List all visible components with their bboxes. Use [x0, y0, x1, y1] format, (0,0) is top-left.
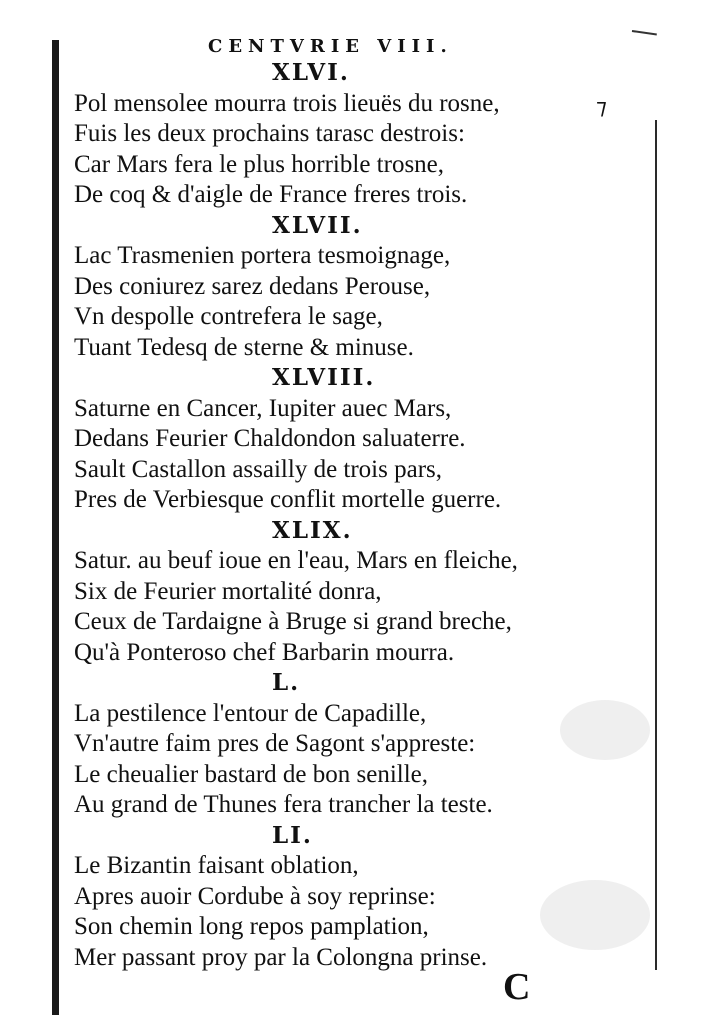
verse-line: Pol mensolee mourra trois lieuës du rosne, — [74, 89, 500, 117]
quatrain-number: XLIX. — [272, 516, 353, 544]
quatrain-number: XLVIII. — [272, 364, 376, 391]
verse-line: Car Mars fera le plus horrible trosne, — [74, 150, 445, 178]
verse-line: Au grand de Thunes fera trancher la teste. — [74, 791, 493, 818]
verse-line: Son chemin long repos pamplation, — [74, 913, 429, 940]
page-right-edge — [655, 120, 657, 970]
page-corner-edge — [632, 30, 657, 35]
verse-line: Vn'autre faim pres de Sagont s'appreste: — [74, 730, 476, 757]
verse-line: Fuis les deux prochains tarasc destrois: — [74, 120, 465, 147]
verse-line: Tuant Tedesq de sterne & minuse. — [74, 333, 414, 361]
verse-line: Ceux de Tardaigne à Bruge si grand breche, — [74, 608, 512, 635]
verse-line: Qu'à Ponteroso chef Barbarin mourra. — [74, 638, 455, 666]
verse-line: Le Bizantin faisant oblation, — [74, 852, 359, 879]
catchword: C — [503, 966, 531, 1008]
quatrain-number: XLVI. — [272, 59, 350, 86]
verse-line: Dedans Feurier Chaldondon saluaterre. — [74, 425, 466, 452]
verse-line: Mer passant proy par la Colongna prinse. — [74, 943, 488, 971]
running-head: CENTVRIE VIII. — [208, 36, 453, 57]
verse-line: La pestilence l'entour de Capadille, — [74, 699, 427, 727]
quatrain-number: LI. — [272, 821, 313, 849]
quatrain-number: XLVII. — [272, 211, 363, 239]
verse-line: Six de Feurier mortalité donra, — [74, 577, 382, 605]
verse-line: Apres auoir Cordube à soy reprinse: — [74, 882, 436, 910]
verse-line: Satur. au beuf ioue en l'eau, Mars en fleiche, — [74, 547, 518, 574]
verse-line: Vn despolle contrefera le sage, — [74, 303, 383, 330]
verse-line: Lac Trasmenien portera tesmoignage, — [74, 242, 451, 269]
verse-line: De coq & d'aigle de France freres trois. — [74, 181, 468, 208]
verse-line: Des coniurez sarez dedans Perouse, — [74, 272, 431, 300]
page-gutter-edge — [52, 40, 59, 1015]
verse-line: Saturne en Cancer, Iupiter auec Mars, — [74, 394, 452, 422]
verse-line: Pres de Verbiesque conflit mortelle guerre. — [74, 486, 502, 513]
verse-line: Le cheualier bastard de bon senille, — [74, 760, 429, 788]
quatrain-number: L. — [272, 669, 301, 696]
quatrain-text-block — [74, 58, 634, 973]
marginal-mark: ⁊ — [596, 95, 607, 120]
verse-line: Sault Castallon assailly de trois pars, — [74, 455, 443, 483]
